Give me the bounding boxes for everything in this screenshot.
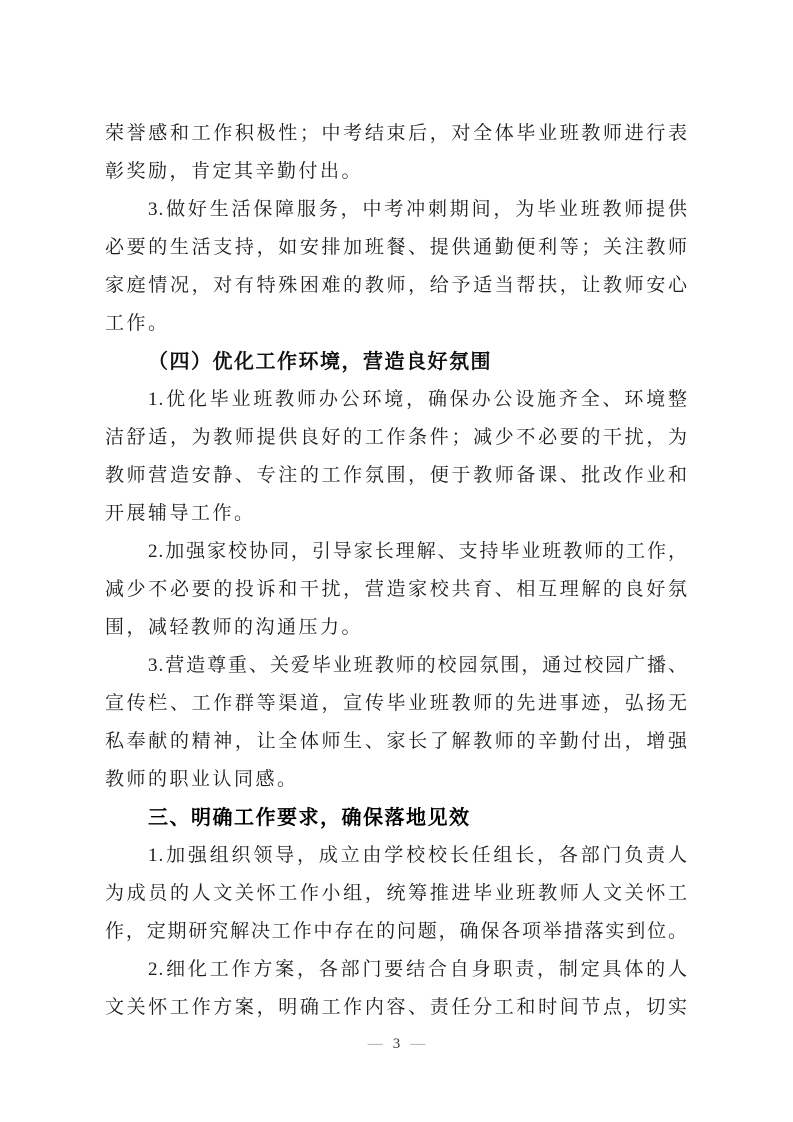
page-number: 3 — [392, 1036, 401, 1052]
document-text-block — [105, 115, 688, 1027]
body-line: 宣传栏、工作群等渠道，宣传毕业班教师的先进事迹，弘扬无 — [105, 693, 688, 714]
footer-dash-right: — — [410, 1036, 426, 1052]
body-line: 开展辅导工作。 — [105, 503, 256, 524]
body-line: 彰奖励，肯定其辛勤付出。 — [105, 161, 364, 182]
body-line: 必要的生活支持，如安排加班餐、提供通勤便利等；关注教师 — [105, 237, 688, 258]
paragraph-first-line: 1.加强组织领导，成立由学校校长任组长，各部门负责人 — [148, 845, 688, 866]
page-footer — [0, 1032, 793, 1056]
body-line: 减少不必要的投诉和干扰，营造家校共育、相互理解的良好氛 — [105, 579, 688, 600]
body-line: 教师的职业认同感。 — [105, 769, 299, 790]
body-line: 家庭情况，对有特殊困难的教师，给予适当帮扶，让教师安心 — [105, 275, 688, 296]
body-line: 洁舒适，为教师提供良好的工作条件；减少不必要的干扰，为 — [105, 427, 688, 448]
body-line: 工作。 — [105, 313, 170, 334]
body-line: 为成员的人文关怀工作小组，统筹推进毕业班教师人文关怀工 — [105, 883, 688, 904]
body-line: 作，定期研究解决工作中存在的问题，确保各项举措落实到位。 — [105, 921, 688, 942]
paragraph-first-line: 3.营造尊重、关爱毕业班教师的校园氛围，通过校园广播、 — [148, 655, 688, 676]
footer-dash-left: — — [367, 1036, 383, 1052]
section-heading-level1: 三、明确工作要求，确保落地见效 — [148, 807, 471, 829]
paragraph-first-line: 1.优化毕业班教师办公环境，确保办公设施齐全、环境整 — [148, 389, 688, 410]
paragraph-first-line: 2.细化工作方案，各部门要结合自身职责，制定具体的人 — [148, 959, 688, 980]
section-heading-level2: （四）优化工作环境，营造良好氛围 — [148, 351, 492, 373]
paragraph-first-line: 3.做好生活保障服务，中考冲刺期间，为毕业班教师提供 — [148, 199, 688, 220]
body-line: 围，减轻教师的沟通压力。 — [105, 617, 364, 638]
body-line: 教师营造安静、专注的工作氛围，便于教师备课、批改作业和 — [105, 465, 688, 486]
body-line: 文关怀工作方案，明确工作内容、责任分工和时间节点，切实 — [105, 997, 688, 1018]
body-line: 荣誉感和工作积极性；中考结束后，对全体毕业班教师进行表 — [105, 123, 688, 144]
paragraph-first-line: 2.加强家校协同，引导家长理解、支持毕业班教师的工作， — [148, 541, 688, 562]
body-line: 私奉献的精神，让全体师生、家长了解教师的辛勤付出，增强 — [105, 731, 688, 752]
